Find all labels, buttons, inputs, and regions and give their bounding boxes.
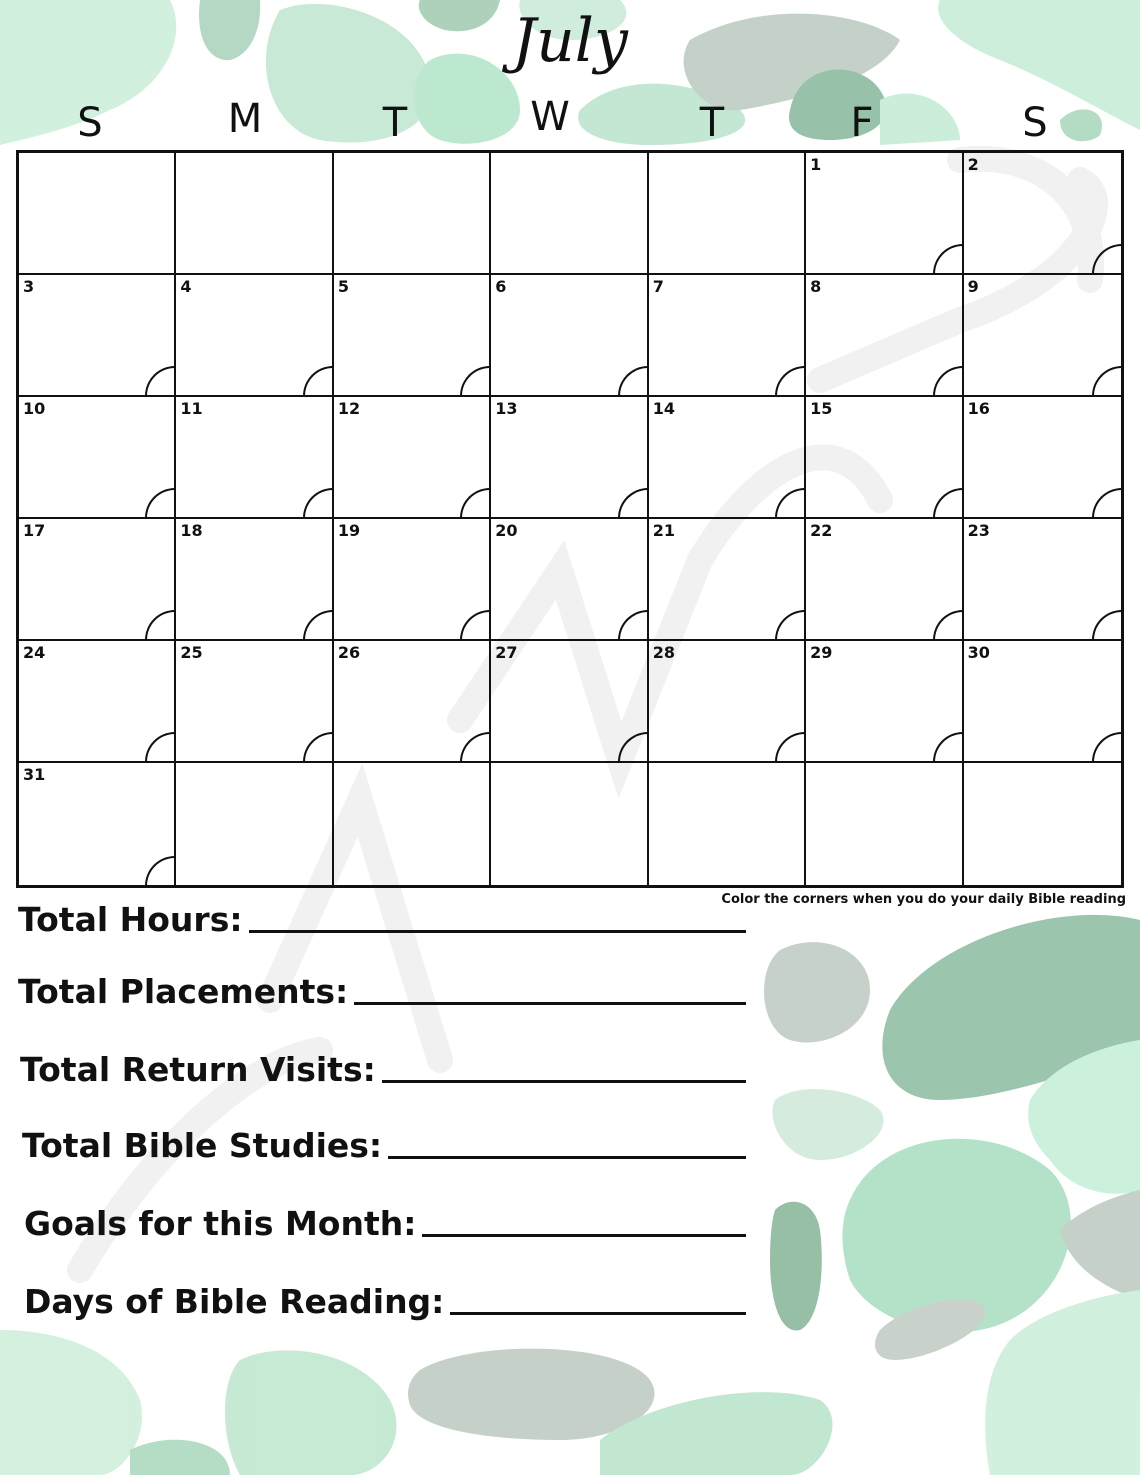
- day-cell[interactable]: [806, 153, 963, 275]
- bible-reading-corner[interactable]: [933, 488, 963, 518]
- day-cell[interactable]: [176, 519, 333, 641]
- day-number: 8: [810, 277, 822, 296]
- bible-reading-corner[interactable]: [145, 488, 175, 518]
- bible-reading-corner[interactable]: [618, 732, 648, 762]
- empty-day-cell: [19, 153, 176, 275]
- day-cell[interactable]: [176, 641, 333, 763]
- empty-day-cell: [176, 153, 333, 275]
- blob-bottom-left-1: [0, 1330, 142, 1475]
- bible-reading-corner[interactable]: [933, 732, 963, 762]
- bible-reading-corner[interactable]: [145, 610, 175, 640]
- bible-reading-corner[interactable]: [618, 366, 648, 396]
- total-field-label: Total Hours:: [18, 900, 243, 939]
- weekday-label: M: [227, 96, 263, 142]
- day-cell[interactable]: [491, 519, 648, 641]
- total-field-write-line[interactable]: [354, 1002, 746, 1005]
- blob-bottom-left-5: [130, 1440, 230, 1475]
- day-number: 10: [23, 399, 46, 418]
- day-number: 16: [967, 399, 990, 418]
- blob-bottom-right-1: [764, 942, 870, 1042]
- empty-day-cell: [806, 763, 963, 885]
- bible-reading-corner[interactable]: [303, 366, 333, 396]
- day-cell[interactable]: [176, 397, 333, 519]
- day-number: 15: [810, 399, 833, 418]
- bible-reading-corner[interactable]: [303, 732, 333, 762]
- blob-bottom-right-6: [770, 1202, 822, 1331]
- bible-reading-corner[interactable]: [618, 610, 648, 640]
- bible-reading-corner[interactable]: [145, 856, 175, 886]
- day-cell[interactable]: [649, 397, 806, 519]
- weekday-label: S: [77, 100, 103, 146]
- day-number: 11: [180, 399, 203, 418]
- weekday-label: S: [1022, 100, 1048, 146]
- total-field-row: [22, 1126, 746, 1165]
- total-field-row: [24, 1204, 746, 1243]
- day-cell[interactable]: [334, 397, 491, 519]
- day-number: 26: [337, 643, 361, 662]
- weekday-label: F: [850, 100, 874, 146]
- day-number: 23: [967, 521, 990, 540]
- bible-reading-corner[interactable]: [145, 366, 175, 396]
- blob-bottom-left-2: [225, 1350, 396, 1475]
- day-cell[interactable]: [19, 519, 176, 641]
- blob-bottom-left-3: [408, 1349, 654, 1440]
- day-cell[interactable]: [964, 275, 1121, 397]
- day-number: 28: [652, 643, 675, 662]
- day-cell[interactable]: [334, 641, 491, 763]
- bible-reading-corner[interactable]: [460, 366, 490, 396]
- day-number: 7: [652, 277, 664, 296]
- bible-reading-corner[interactable]: [618, 488, 648, 518]
- bible-reading-corner[interactable]: [775, 366, 805, 396]
- total-field-row: [18, 972, 746, 1011]
- empty-day-cell: [491, 763, 648, 885]
- day-number: 17: [23, 521, 46, 540]
- empty-day-cell: [964, 763, 1121, 885]
- bible-reading-corner[interactable]: [775, 610, 805, 640]
- blob-bottom-right-7: [1060, 1190, 1140, 1300]
- day-number: 1: [810, 155, 822, 174]
- day-cell[interactable]: [491, 275, 648, 397]
- day-cell[interactable]: [334, 519, 491, 641]
- blob-top-corner: [1060, 109, 1102, 141]
- total-field-label: Days of Bible Reading:: [24, 1282, 445, 1321]
- weekday-label: W: [530, 94, 570, 140]
- day-cell[interactable]: [806, 275, 963, 397]
- day-number: 20: [495, 521, 518, 540]
- calendar-grid: [16, 150, 1124, 888]
- day-number: 19: [337, 521, 361, 540]
- bible-reading-corner[interactable]: [933, 366, 963, 396]
- day-number: 13: [495, 399, 518, 418]
- bible-reading-corner[interactable]: [775, 732, 805, 762]
- blob-bottom-right-3: [772, 1089, 883, 1160]
- total-field-row: [18, 900, 746, 939]
- bible-reading-corner[interactable]: [303, 488, 333, 518]
- empty-day-cell: [649, 153, 806, 275]
- day-number: 2: [967, 155, 979, 174]
- day-number: 24: [23, 643, 46, 662]
- day-number: 3: [23, 277, 35, 296]
- total-field-write-line[interactable]: [249, 930, 746, 933]
- day-cell[interactable]: [19, 763, 176, 885]
- day-cell[interactable]: [649, 275, 806, 397]
- total-field-label: Goals for this Month:: [24, 1204, 417, 1243]
- day-cell[interactable]: [19, 275, 176, 397]
- blob-top-left-2: [199, 0, 260, 60]
- total-field-label: Total Bible Studies:: [22, 1126, 383, 1165]
- total-field-label: Total Placements:: [18, 972, 349, 1011]
- total-field-write-line[interactable]: [382, 1080, 746, 1083]
- day-number: 9: [967, 277, 979, 296]
- empty-day-cell: [176, 763, 333, 885]
- bible-reading-corner[interactable]: [145, 732, 175, 762]
- bible-reading-corner[interactable]: [303, 610, 333, 640]
- total-field-write-line[interactable]: [422, 1234, 746, 1237]
- day-number: 6: [495, 277, 507, 296]
- day-cell[interactable]: [649, 641, 806, 763]
- day-cell[interactable]: [806, 641, 963, 763]
- day-number: 22: [810, 521, 833, 540]
- total-field-row: [24, 1282, 746, 1321]
- day-number: 21: [652, 521, 675, 540]
- weekday-label: T: [699, 100, 725, 146]
- day-number: 12: [337, 399, 361, 418]
- day-number: 25: [180, 643, 203, 662]
- bible-reading-corner[interactable]: [1092, 244, 1122, 274]
- bible-reading-corner[interactable]: [1092, 366, 1122, 396]
- bible-reading-corner[interactable]: [933, 244, 963, 274]
- day-cell[interactable]: [19, 641, 176, 763]
- bible-reading-corner[interactable]: [1092, 610, 1122, 640]
- day-cell[interactable]: [19, 397, 176, 519]
- day-cell[interactable]: [176, 275, 333, 397]
- empty-day-cell: [649, 763, 806, 885]
- day-cell[interactable]: [334, 275, 491, 397]
- total-field-write-line[interactable]: [450, 1312, 746, 1315]
- blob-top-right-5: [880, 94, 960, 145]
- bible-reading-corner[interactable]: [1092, 732, 1122, 762]
- corner-instruction-note: Color the corners when you do your daily Bible reading: [721, 892, 1126, 907]
- day-number: 30: [967, 643, 990, 662]
- day-number: 5: [337, 277, 349, 296]
- bible-reading-corner[interactable]: [1092, 488, 1122, 518]
- day-number: 27: [495, 643, 518, 662]
- empty-day-cell: [334, 153, 491, 275]
- empty-day-cell: [334, 763, 491, 885]
- day-cell[interactable]: [491, 641, 648, 763]
- day-cell[interactable]: [964, 519, 1121, 641]
- bible-reading-corner[interactable]: [460, 488, 490, 518]
- total-field-write-line[interactable]: [388, 1156, 746, 1159]
- day-cell[interactable]: [491, 397, 648, 519]
- weekday-label: T: [382, 100, 408, 146]
- day-cell[interactable]: [649, 519, 806, 641]
- total-field-label: Total Return Visits:: [20, 1050, 376, 1089]
- bible-reading-corner[interactable]: [933, 610, 963, 640]
- bible-reading-corner[interactable]: [460, 732, 490, 762]
- month-title: July: [512, 6, 628, 76]
- day-number: 29: [810, 643, 833, 662]
- day-cell[interactable]: [806, 397, 963, 519]
- day-cell[interactable]: [806, 519, 963, 641]
- day-number: 31: [23, 765, 46, 784]
- total-field-row: [20, 1050, 746, 1089]
- day-cell[interactable]: [964, 641, 1121, 763]
- day-number: 18: [180, 521, 203, 540]
- day-number: 4: [180, 277, 192, 296]
- day-cell[interactable]: [964, 397, 1121, 519]
- empty-day-cell: [491, 153, 648, 275]
- bible-reading-corner[interactable]: [775, 488, 805, 518]
- day-cell[interactable]: [964, 153, 1121, 275]
- bible-reading-corner[interactable]: [460, 610, 490, 640]
- day-number: 14: [652, 399, 675, 418]
